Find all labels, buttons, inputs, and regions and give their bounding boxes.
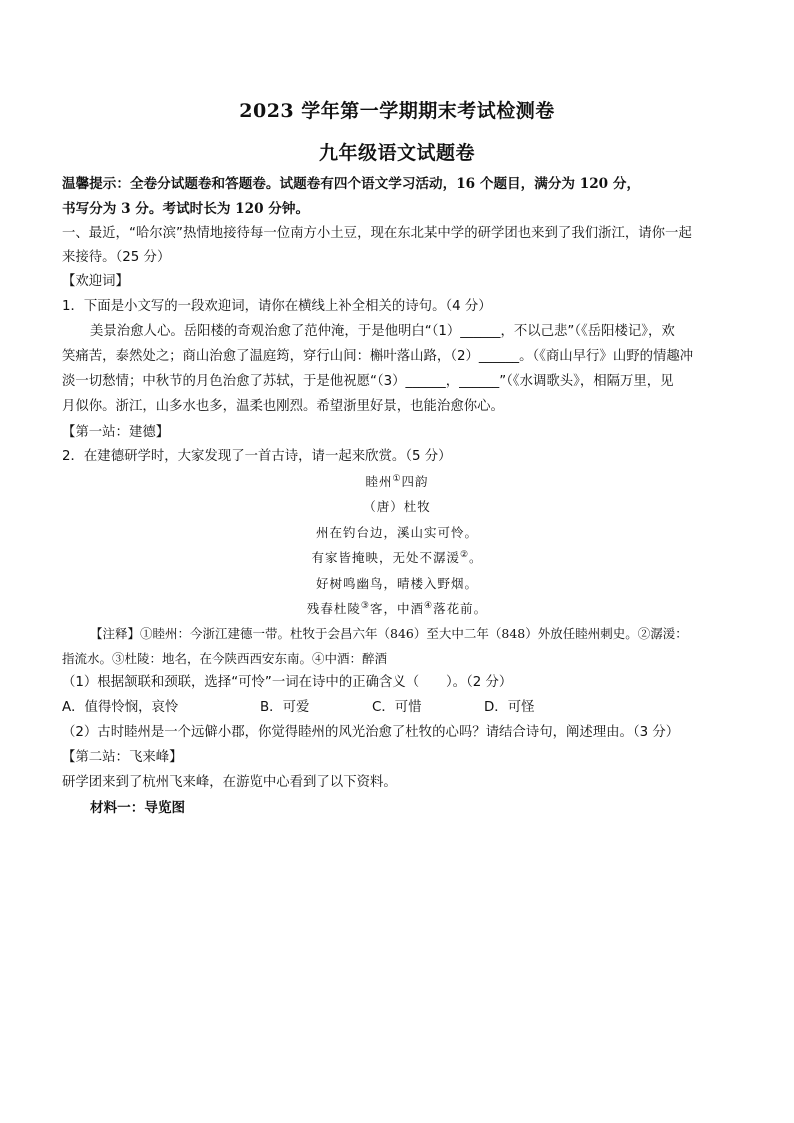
welcome-header: 【欢迎词】: [62, 274, 129, 289]
poem-line-2-end: 。: [469, 550, 483, 565]
footnote-mark-1: ①: [392, 473, 402, 484]
poem-title-end: 四韵: [401, 474, 429, 489]
annotation-line-2: 指流水。③杜陵：地名，在今陕西西安东南。④中酒：醉酒: [62, 651, 388, 666]
poem-line-2-text: 有家皆掩映，无处不潺湲: [311, 550, 460, 565]
footnote-mark-2: ②: [459, 549, 470, 560]
notice-line-1: 温馨提示：全卷分试题卷和答题卷。试题卷有四个语文学习活动，16 个题目，满分为 120 分，: [62, 176, 641, 192]
poem-line-2: [0, 548, 794, 566]
welcome-paragraph-line-4: 月似你。浙江，山多水也多，温柔也刚烈。希望浙里好景，也能治愈你心。: [62, 399, 504, 414]
poem-line-4: [0, 599, 794, 617]
option-a: A．值得怜悯，哀怜: [62, 700, 179, 715]
poem-line-1: 州在钓台边，溪山实可怜。: [315, 525, 478, 540]
option-d: D．可怪: [484, 700, 535, 715]
option-b: B．可爱: [260, 700, 310, 715]
option-c: C．可惜: [372, 700, 422, 715]
notice-line-2: 书写分为 3 分。考试时长为 120 分钟。: [62, 201, 310, 217]
sub-question-2: （2）古时睦州是一个远僻小郡，你觉得睦州的风光治愈了杜牧的心吗？请结合诗句，阐述理由。（3 分）: [62, 725, 680, 740]
exam-title: 2023 学年第一学期期末考试检测卷: [239, 100, 555, 122]
poem-title: [0, 472, 794, 490]
section1-line-2: 来接待。（25 分）: [62, 250, 171, 265]
question-2: 2．在建德研学时，大家发现了一首古诗，请一起来欣赏。（5 分）: [62, 449, 452, 464]
poem-line-4-part3: 落花前。: [433, 601, 488, 616]
station2-intro: 研学团来到了杭州飞来峰，在游览中心看到了以下资料。: [62, 775, 397, 790]
station1-header: 【第一站：建德】: [62, 425, 170, 440]
footnote-mark-3: ③: [360, 600, 370, 611]
poem-line-4-part2: 客，中酒: [369, 601, 424, 616]
station2-header: 【第二站：飞来峰】: [62, 750, 183, 765]
material-1-label: 材料一：导览图: [90, 800, 186, 816]
annotation-line-1: 【注释】①睦州：今浙江建德一带。杜牧于会昌六年（846）至大中二年（848）外放任睦州刺史。②潺湲：: [90, 626, 688, 641]
exam-subtitle: 九年级语文试题卷: [318, 142, 475, 164]
sub-question-1: （1）根据颔联和颈联，选择“可怜”一词在诗中的正确含义（ ）。（2 分）: [62, 675, 513, 690]
poem-title-text: 睦州: [365, 474, 393, 489]
poem-line-3: 好树鸣幽鸟，晴楼入野烟。: [315, 576, 478, 591]
welcome-paragraph-line-2: 笑痛苦，泰然处之；商山治愈了温庭筠，穿行山间：槲叶落山路，（2）______。（《商山早行》山野的情趣冲: [62, 349, 694, 364]
footnote-mark-4: ④: [424, 600, 434, 611]
poem-author: （唐）杜牧: [363, 499, 431, 514]
poem-line-4-part1: 残春杜陵: [306, 601, 361, 616]
welcome-paragraph-line-1: 美景治愈人心。岳阳楼的奇观治愈了范仲淹，于是他明白“（1）______，不以己悲”（《岳阳楼记》，欢: [90, 324, 675, 339]
welcome-paragraph-line-3: 淡一切愁情；中秋节的月色治愈了苏轼，于是他祝愿“（3）______，______”（《水调歌头》，相隔万里，见: [62, 374, 674, 389]
question-1: 1．下面是小文写的一段欢迎词，请你在横线上补全相关的诗句。（4 分）: [62, 299, 492, 314]
section1-line-1: 一、最近，“哈尔滨”热情地接待每一位南方小土豆，现在东北某中学的研学团也来到了我们浙江，请你一起: [62, 226, 692, 241]
